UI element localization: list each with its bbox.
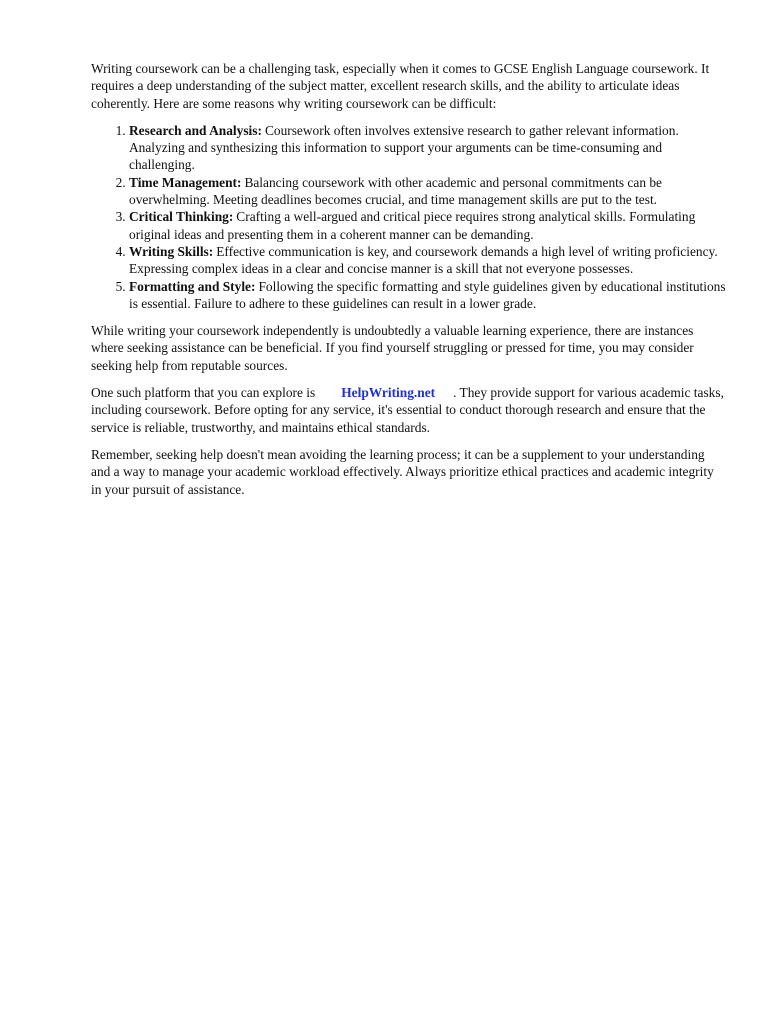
list-item [129,122,727,174]
item-text: Following the specific formatting and style guidelines given by educational institutions is essential. Failure to adhere to these guidelines can result in a lower grade. [129,278,726,311]
list-item [129,208,727,243]
list-item [129,278,727,313]
item-text: Crafting a well-argued and critical piece requires strong analytical skills. Formulating original ideas and presenting them in a coherent manner can be demanding. [129,209,696,242]
item-title: Writing Skills: [129,243,214,259]
platform-text-after: . They provide support for various academic tasks, including coursework. Before opting for any service, it's essential to conduct thorough research and ensure that the service is reliable, trustworthy, and maintains ethical standards. [91,385,724,435]
closing-paragraph: Remember, seeking help doesn't mean avoiding the learning process; it can be a supplement to your understanding and a way to manage your academic workload effectively. Always prioritize ethical practices and academic integrity in your pursuit of assistance. [91,446,714,497]
document-page [91,60,727,508]
assistance-paragraph: While writing your coursework independently is undoubtedly a valuable learning experience, there are instances where seeking assistance can be beneficial. If you find yourself struggling or pressed for time, you may consider seeking help from reputable sources. [91,323,694,373]
platform-paragraph [91,384,727,436]
list-item [129,243,727,278]
item-text: Effective communication is key, and coursework demands a high level of writing proficiency. Expressing complex ideas in a clear and concise manner is a skill that not everyone possesses. [129,243,718,277]
reasons-list [91,122,727,312]
item-text: Coursework often involves extensive research to gather relevant information. Analyzing and synthesizing this information to support your arguments can be time-consuming and challenging. [129,122,679,173]
item-title: Critical Thinking: [129,209,234,225]
intro-paragraph: Writing coursework can be a challenging task, especially when it comes to GCSE English Language coursework. It requires a deep understanding of the subject matter, excellent research skills, and the ability to articulate ideas coherently. Here are some reasons why writing coursework can be difficult: [91,61,710,111]
platform-text-before: One such platform that you can explore is [91,385,316,401]
item-title: Formatting and Style: [129,278,256,294]
item-text: Balancing coursework with other academic and personal commitments can be overwhelming. Meeting deadlines becomes crucial, and time management skills are put to the test. [129,174,663,208]
item-title: Time Management: [129,174,242,190]
item-title: Research and Analysis: [129,122,262,138]
list-item [129,174,727,209]
helpwriting-link[interactable]: HelpWriting.net [341,385,436,401]
